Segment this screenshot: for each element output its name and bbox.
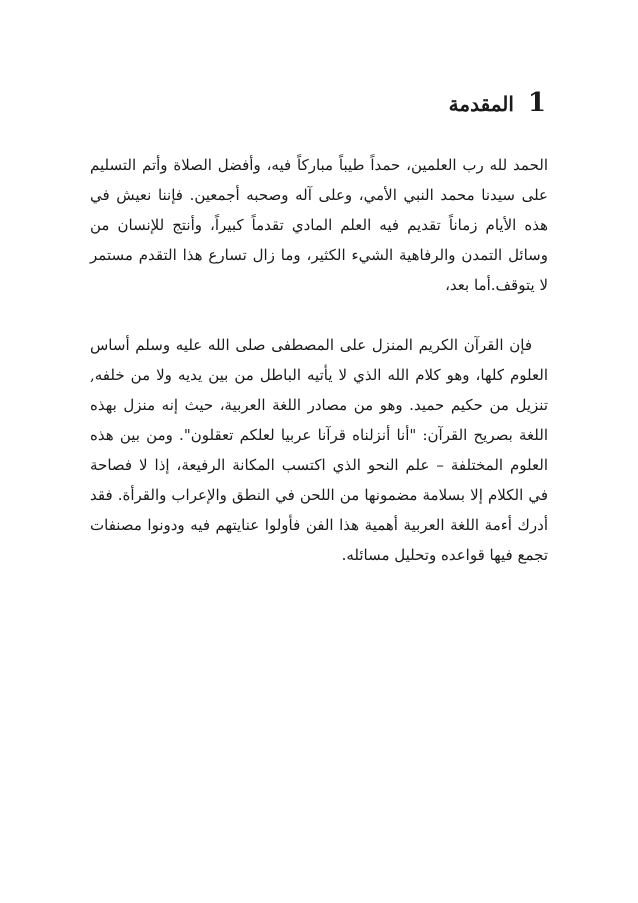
paragraph-quran: فإن القرآن الكريم المنزل على المصطفى صلى الله عليه وسلم أساس العلوم كلها، وهو كلام الله الذي لا يأتيه الباطل من بين يديه ولا من خلفه, تنزيل من حكيم حميد. وهو من مصادر اللغة العربية، حيث إنه منزل بهذه اللغة بصريح القرآن: "أنا أنزلناه قرآنا عربيا لعلكم تعقلون". ومن بين هذه العلوم المختلفة – علم النحو الذي اكتسب المكانة الرفيعة، إذا لا فصاحة في الكلام إلا بسلامة مضمونها من اللحن في النطق والإعراب والقرأة. فقد أدرك أءمة اللغة العربية أهمية هذا الفن فأولوا عنايتهم فيه ودونوا مصنفات تجمع فيها قواعده وتحليل مسائله. (90, 336, 548, 564)
body-text (90, 150, 548, 570)
section-heading (449, 88, 546, 118)
section-title: المقدمة (448, 92, 514, 116)
section-number: 1 (527, 88, 546, 118)
paragraph-intro: الحمد لله رب العلمين، حمداً طيباً مباركاً فيه، وأفضل الصلاة وأتم التسليم على سيدنا محمد النبي الأمي، وعلى آله وصحبه أجمعين. فإننا نعيش في هذه الأيام زماناً تقديم فيه العلم المادي تقدماً كبيراً، وأنتج للإنسان من وسائل التمدن والرفاهية الشيء الكثير، وما زال تسارع هذا التقدم مستمر لا يتوقف.أما بعد، (90, 156, 548, 294)
